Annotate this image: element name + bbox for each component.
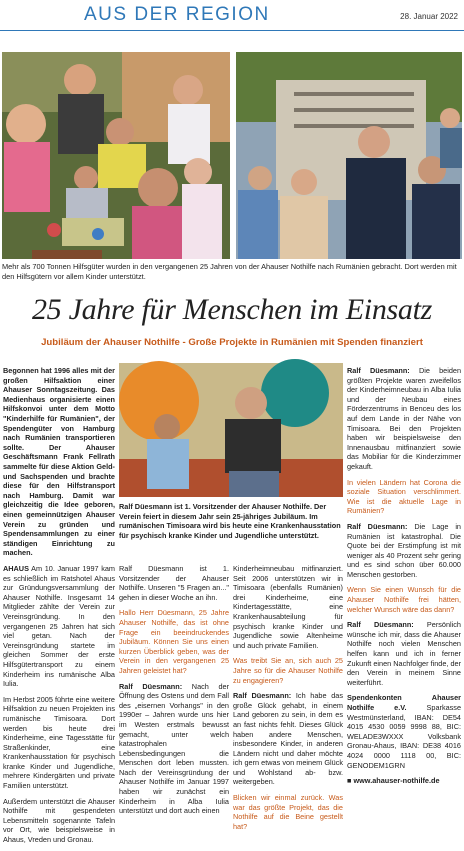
speaker-label: Ralf Düesmann: [119, 681, 183, 691]
answer-text: Die Lage in Rumänien ist katastrophal. Die Quote bei der Erstimpfung ist mit weniger als 40 Prozent sehr gering und es sind schon über 60.000 Menschen gestorben. [347, 521, 461, 579]
interview-answer [119, 682, 229, 816]
article-paragraph: Außerdem unterstützt die Ahauser Nothilfe mit gespendeten Lebensmitteln sogenannte Tafeln vor Ort, wie beispielsweise in Ahaus, Vreden und Gronau. [3, 796, 115, 845]
article-paragraph: Kinderheimneubau mitfinanziert. Seit 2006 unterstützen wir in Timisoara (ebenfalls Rumänien) drei Kinderheime, eine Kindertagesstätte, eine Krankenhausabteilung für psychisch kranke Kinder und Jugendliche sowie Altenheime und auch private Familien. [233, 564, 343, 650]
speaker-label: Ralf Düesmann: [347, 620, 414, 630]
interview-question: Blicken wir einmal zurück. Was war das größte Projekt, das die Nothilfe auf die Beine gestellt hat? [233, 793, 343, 831]
interview-answer [347, 620, 461, 687]
answer-text: Persönlich wünsche ich mir, dass die Ahauser Nothilfe noch vielen Menschen helfen kann und ich in ferner Zukunft einen Nachfolger finde, der den Verein in meinem Sinne weiterführt. [347, 620, 461, 687]
intro-paragraph [3, 366, 115, 564]
issue-date: 28. Januar 2022 [400, 12, 458, 21]
intro-text: Begonnen hat 1996 alles mit der großen Hilfsaktion einer Ahauser Sonntagszeitung. Das Medienhaus organisierte einen Hilfskonvoi unter dem Motto "Kinderhilfe für Rumänien", der Spendengüter von Hamburg nach Rumänien transportieren sollte. Der Ahauser Geschäftsmann Frank Fellrath sammelte für diese Aktion Geld- und Sachspenden und brachte diese für den Hilfstransport nach Hamburg. Damit war gleichzeitig die Idee geboren, einen gemeinnützigen Ahauser Verein zu gründen und Spendensammlungen zu einer ständigen Einrichtung zu machen. [3, 366, 115, 558]
speaker-label: Ralf Düesmann: [347, 521, 408, 531]
donation-info [347, 693, 461, 770]
article-column-4 [347, 366, 461, 792]
section-title: AUS DER REGION [84, 4, 270, 25]
answer-text: Ich habe das große Glück gehabt, in einem Land geboren zu sein, in dem es an fast nichts fehlt. Dieses Glück haben andere Menschen, insbesondere Kinder, in anderen Ländern nicht und daher möchte ich gern etwas von meinem Glück und Wohlstand ab- bzw. weitergeben. [233, 691, 343, 787]
interview-question: In vielen Ländern hat Corona die soziale Situation verschlimmert. Wie ist die aktuelle Lage in Rumänien? [347, 477, 461, 516]
speaker-label: Ralf Düesmann: [347, 366, 410, 375]
interview-answer [347, 366, 461, 472]
article-paragraph: Im Herbst 2005 führte eine weitere Hilfsaktion zu neuen Projekten ins rumänische Timisoara. Dort werden bis heute drei Kinderheime, eine Tagesstätte für Straßenkinder, eine Krankenhausstation für psychisch kranke Kinder und Jugendliche, mehrere Kindergärten und private Familien unterstützt. [3, 694, 115, 791]
chairman-photo [119, 363, 343, 497]
paragraph-text: Am 10. Januar 1997 kam es schließlich im Ratshotel Ahaus zur Gründungsversammlung der Ahauser Nothilfe. Insgesamt 14 Mitglieder zählte der Verein zur Vereinsgründung. In den vergangenen 25 Jahren hat sich viel getan. Nach der Vereinsgründung startete im gleichen Sommer der erste Hilfsgütertransport zu einem Kinderheim ins rumänische Alba Iulia. [3, 564, 115, 689]
group-adults-photo [236, 52, 462, 259]
interview-question: Wenn Sie einen Wunsch für die Ahauser Nothilfe frei hätten, welcher Wunsch wäre das dann? [347, 585, 461, 614]
answer-text: Die beiden größten Projekte waren zweifellos der Kinderheimneubau in Alba Iulia und der Neubau eines Förderzentrums in Benceu des los auf dem Lande in der Nähe von Timisoara. Bei den Projekten haben wir beispielsweise den Innenausbau mitfinanziert sowie das Mobiliar für die Kinderzimmer gekauft. [347, 366, 462, 471]
dateline: AHAUS [3, 564, 29, 573]
children-group-photo [2, 52, 230, 259]
article-paragraph [3, 564, 115, 689]
article-column-3 [233, 564, 343, 837]
answer-text: Nach der Öffnung des Ostens und dem Fall des „eisernen Vorhangs" in den 1990er – Jahren wurde uns hier im Westen erstmals bewusst gemacht, unter welch katastrophalen Lebensbedingungen die Menschen dort leben mussten. Nach der Vereinsgründung der Ahauser Nothilfe im Januar 1997 haben wir zunächst ein Kinderheim in Alba Iulia unterstützt und dort auch einen [119, 681, 230, 816]
subheadline: Jubiläum der Ahauser Nothilfe - Große Projekte in Rumänien mit Spenden finanziert [41, 337, 423, 348]
speaker-label: Ralf Düesmann: [233, 691, 292, 701]
article-column-2 [119, 564, 229, 822]
interview-answer [347, 522, 461, 580]
photo-caption: Mehr als 700 Tonnen Hilfsgüter wurden in den vergangenen 25 Jahren von der Ahauser Nothilfe nach Rumänien gebracht. Dort werden mit den Hilfsgütern vor allem Kinder unterstützt. [2, 262, 457, 281]
website-link[interactable]: ■ www.ahauser-nothilfe.de [347, 776, 440, 786]
page-header [0, 0, 464, 34]
interview-question: Was treibt Sie an, sich auch 25 Jahre so für die Ahauser Nothilfe zu engagieren? [233, 656, 343, 685]
header-rule [0, 30, 464, 31]
article-paragraph: Ralf Düesmann ist 1. Vorsitzender der Ahauser Nothilfe. Unseren "5 Fragen an..." gehen in dieser Woche an ihn. [119, 564, 229, 602]
article-column-1 [3, 564, 115, 851]
chairman-caption: Ralf Düesmann ist 1. Vorsitzender der Ahauser Nothilfe. Der Verein feiert in diesem Jahr sein 25-jähriges Jubiläum. Im rumänischen Timisoara wird bis heute eine Krankenhausstation für psychisch kranke Kinder und Jugendliche unterstützt. [119, 502, 341, 540]
website-url[interactable]: www.ahauser-nothilfe.de [353, 776, 440, 786]
donation-details: Sparkasse Westmünsterland, IBAN: DE54 4015 4530 0059 9998 88, BIC: WELADE3WXXX Volksbank Gronau-Ahaus, IBAN: DE38 4016 4024 0000 1118 00, BIC: GENODEM1GRN [347, 703, 462, 770]
interview-question: Hallo Herr Düesmann, 25 Jahre Ahauser Nothilfe, das ist ohne Frage ein beeindruckendes Jubiläum. Können Sie uns einen kurzen Überblick geben, was der Verein in den vergangenen 25 Jahren geleistet hat? [119, 608, 229, 675]
headline: 25 Jahre für Menschen im Einsatz [31, 293, 433, 326]
interview-answer [233, 691, 343, 787]
donation-title: Spendenkonten Ahauser Nothilfe e.V. [347, 693, 461, 712]
